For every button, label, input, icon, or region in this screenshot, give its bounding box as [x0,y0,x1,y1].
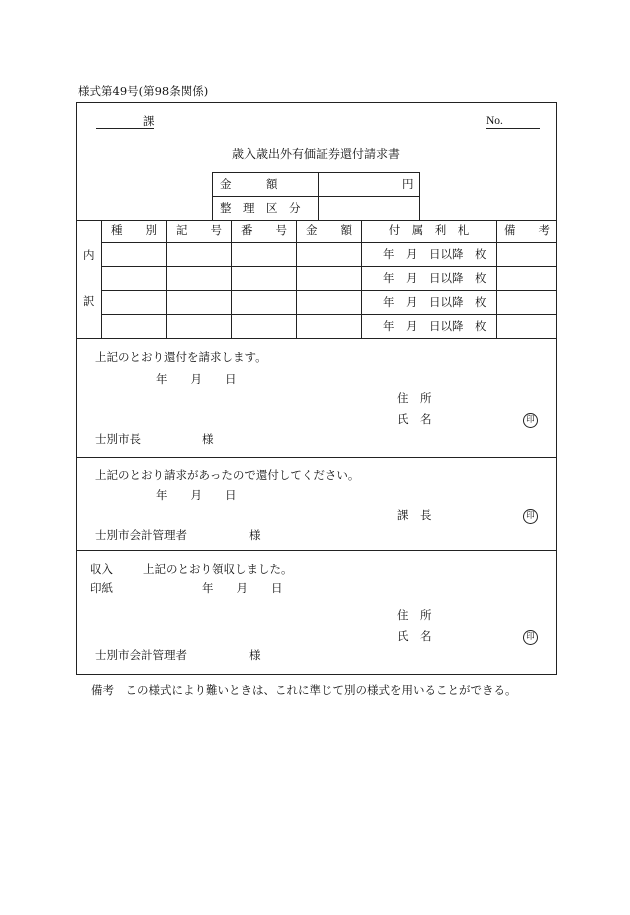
table-row-2-coupon: 年 月 日以降 枚 [383,271,487,285]
no-label: No. [486,115,503,127]
summary-right [419,172,420,220]
col-line-3 [231,220,232,338]
category-label: 整 理 区 分 [220,201,301,215]
side-label-breakdown-bottom: 訳 [83,294,95,308]
table-bottom [76,338,557,339]
summary-left [212,172,213,220]
frame-top [76,102,557,103]
section2-seal-mark: 印 [523,509,538,524]
table-header-bottom [101,242,556,243]
section2-statement: 上記のとおり請求があったので還付してください。 [95,468,360,482]
section3-name-label: 氏 名 [397,629,432,643]
table-row-line-3 [101,314,556,315]
section3-statement: 上記のとおり領収しました。 [143,562,293,576]
frame-bottom [76,674,557,675]
summary-top [212,172,420,173]
table-top [76,220,557,221]
col-line-4 [296,220,297,338]
dept-suffix: 課 [143,114,155,128]
header-coupon: 付 属 利 札 [388,223,470,237]
header-symbol: 記 号 [176,223,222,237]
form-number: 様式第49号(第98条関係) [78,84,209,98]
section-divider-2 [76,550,557,551]
no-underline [486,128,540,129]
col-line-6 [496,220,497,338]
col-line-2 [166,220,167,338]
document-title: 歳入歳出外有価証券還付請求書 [232,147,401,161]
section1-name-label: 氏 名 [397,412,432,426]
section3-stamp-label-top: 収入 [90,562,113,576]
header-type: 種 別 [111,223,157,237]
section3-date: 年 月 日 [202,581,283,595]
section3-honorific: 様 [249,648,261,662]
header-remarks: 備 考 [504,223,550,237]
table-row-1-coupon: 年 月 日以降 枚 [383,247,487,261]
summary-mid [212,196,420,197]
amount-unit: 円 [402,177,414,191]
amount-label: 金 額 [220,177,278,191]
section1-seal-mark: 印 [523,413,538,428]
side-label-breakdown-top: 内 [83,248,95,262]
section3-addressee: 士別市会計管理者 [95,648,187,662]
section2-chief-label: 課 長 [397,508,432,522]
table-row-4-coupon: 年 月 日以降 枚 [383,319,487,333]
section1-honorific: 様 [202,432,214,446]
header-number: 番 号 [241,223,287,237]
frame-left [76,102,77,675]
table-row-line-2 [101,290,556,291]
col-line-5 [361,220,362,338]
section3-stamp-label-bottom: 印紙 [90,581,113,595]
section2-addressee: 士別市会計管理者 [95,528,187,542]
section2-date: 年 月 日 [156,488,237,502]
table-row-line-1 [101,266,556,267]
section1-date: 年 月 日 [156,372,237,386]
summary-divider [318,172,319,220]
section-divider-1 [76,457,557,458]
section1-address-label: 住 所 [397,391,432,405]
table-row-3-coupon: 年 月 日以降 枚 [383,295,487,309]
section3-seal-mark: 印 [523,630,538,645]
section3-address-label: 住 所 [397,608,432,622]
section1-statement: 上記のとおり還付を請求します。 [95,350,267,364]
frame-right [556,102,557,675]
section2-honorific: 様 [249,528,261,542]
col-line-1 [101,220,102,338]
footnote: 備考 この様式により難いときは、これに準じて別の様式を用いることができる。 [91,683,517,697]
header-amount: 金 額 [306,223,352,237]
section1-addressee: 士別市長 [95,432,141,446]
dept-underline [96,128,154,129]
